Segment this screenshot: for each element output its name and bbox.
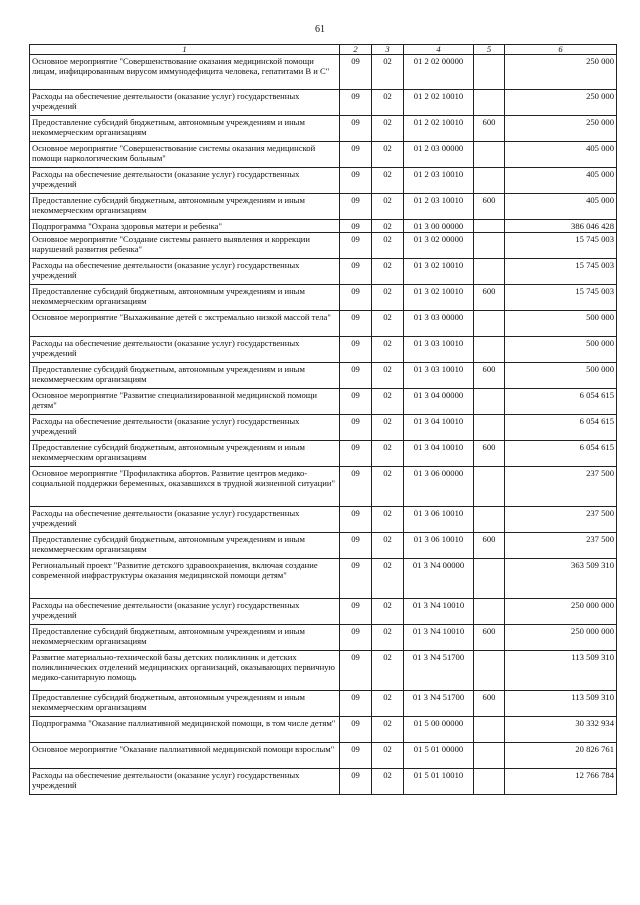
row-section-cell: 09 [340, 389, 372, 415]
table-row [30, 363, 617, 389]
row-amount-cell: 20 826 761 [505, 743, 617, 769]
row-subsection-cell: 02 [372, 90, 404, 116]
row-subsection-cell: 02 [372, 415, 404, 441]
row-section-cell: 09 [340, 559, 372, 599]
row-expense-type-cell: 600 [474, 363, 505, 389]
row-target-article-cell: 01 3 N4 10010 [404, 625, 474, 651]
row-amount-cell: 237 500 [505, 533, 617, 559]
row-amount-cell: 386 046 428 [505, 220, 617, 233]
row-subsection-cell: 02 [372, 625, 404, 651]
table-row [30, 194, 617, 220]
row-subsection-cell: 02 [372, 769, 404, 795]
row-section-cell: 09 [340, 90, 372, 116]
header-cell: 6 [505, 45, 617, 55]
row-section-cell: 09 [340, 507, 372, 533]
row-amount-cell: 30 332 934 [505, 717, 617, 743]
table-row [30, 142, 617, 168]
table-row [30, 337, 617, 363]
row-target-article-cell: 01 2 02 10010 [404, 116, 474, 142]
row-target-article-cell: 01 3 03 10010 [404, 337, 474, 363]
table-row [30, 285, 617, 311]
row-expense-type-cell [474, 311, 505, 337]
row-section-cell: 09 [340, 285, 372, 311]
row-amount-cell: 15 745 003 [505, 233, 617, 259]
row-subsection-cell: 02 [372, 363, 404, 389]
table-row [30, 507, 617, 533]
row-name-cell: Основное мероприятие "Создание системы раннего выявления и коррекции нарушений развития ребенка" [30, 233, 340, 259]
page-number: 61 [315, 24, 325, 35]
row-name-cell: Основное мероприятие "Выхаживание детей с экстремально низкой массой тела" [30, 311, 340, 337]
header-cell: 2 [340, 45, 372, 55]
row-expense-type-cell: 600 [474, 533, 505, 559]
row-expense-type-cell [474, 259, 505, 285]
row-amount-cell: 113 509 310 [505, 691, 617, 717]
row-subsection-cell: 02 [372, 194, 404, 220]
row-section-cell: 09 [340, 337, 372, 363]
row-target-article-cell: 01 3 03 10010 [404, 363, 474, 389]
row-target-article-cell: 01 2 03 10010 [404, 194, 474, 220]
row-section-cell: 09 [340, 467, 372, 507]
row-name-cell: Предоставление субсидий бюджетным, автономным учреждениям и иным некоммерческим организациям [30, 116, 340, 142]
row-section-cell: 09 [340, 168, 372, 194]
row-amount-cell: 237 500 [505, 467, 617, 507]
row-section-cell: 09 [340, 142, 372, 168]
row-expense-type-cell [474, 415, 505, 441]
row-section-cell: 09 [340, 415, 372, 441]
table-row [30, 533, 617, 559]
row-name-cell: Основное мероприятие "Совершенствование оказания медицинской помощи лицам, инфицированным вирусом иммунодефицита человека, гепатитами В и С" [30, 55, 340, 90]
row-target-article-cell: 01 3 N4 10010 [404, 599, 474, 625]
row-amount-cell: 250 000 000 [505, 599, 617, 625]
row-target-article-cell: 01 3 06 10010 [404, 533, 474, 559]
table-row [30, 559, 617, 599]
row-target-article-cell: 01 3 04 10010 [404, 441, 474, 467]
row-amount-cell: 237 500 [505, 507, 617, 533]
row-expense-type-cell [474, 717, 505, 743]
table-row [30, 259, 617, 285]
table-row [30, 743, 617, 769]
row-target-article-cell: 01 3 04 00000 [404, 389, 474, 415]
row-amount-cell: 12 766 784 [505, 769, 617, 795]
row-target-article-cell: 01 2 02 10010 [404, 90, 474, 116]
row-target-article-cell: 01 2 03 10010 [404, 168, 474, 194]
row-target-article-cell: 01 3 N4 51700 [404, 651, 474, 691]
row-section-cell: 09 [340, 311, 372, 337]
row-name-cell: Предоставление субсидий бюджетным, автономным учреждениям и иным некоммерческим организациям [30, 625, 340, 651]
row-name-cell: Предоставление субсидий бюджетным, автономным учреждениям и иным некоммерческим организациям [30, 285, 340, 311]
row-target-article-cell: 01 3 N4 51700 [404, 691, 474, 717]
row-subsection-cell: 02 [372, 259, 404, 285]
row-amount-cell: 6 054 615 [505, 441, 617, 467]
row-amount-cell: 405 000 [505, 194, 617, 220]
row-target-article-cell: 01 3 03 00000 [404, 311, 474, 337]
row-target-article-cell: 01 3 02 10010 [404, 259, 474, 285]
row-amount-cell: 15 745 003 [505, 259, 617, 285]
row-target-article-cell: 01 2 03 00000 [404, 142, 474, 168]
row-amount-cell: 250 000 000 [505, 625, 617, 651]
row-subsection-cell: 02 [372, 168, 404, 194]
row-amount-cell: 250 000 [505, 90, 617, 116]
row-expense-type-cell [474, 90, 505, 116]
row-subsection-cell: 02 [372, 441, 404, 467]
row-subsection-cell: 02 [372, 311, 404, 337]
row-target-article-cell: 01 3 00 00000 [404, 220, 474, 233]
row-amount-cell: 250 000 [505, 55, 617, 90]
row-amount-cell: 113 509 310 [505, 651, 617, 691]
table-row [30, 441, 617, 467]
row-target-article-cell: 01 3 06 00000 [404, 467, 474, 507]
row-subsection-cell: 02 [372, 337, 404, 363]
header-cell: 3 [372, 45, 404, 55]
row-section-cell: 09 [340, 55, 372, 90]
table-row [30, 311, 617, 337]
row-subsection-cell: 02 [372, 116, 404, 142]
row-subsection-cell: 02 [372, 233, 404, 259]
row-expense-type-cell [474, 507, 505, 533]
row-subsection-cell: 02 [372, 717, 404, 743]
row-subsection-cell: 02 [372, 507, 404, 533]
row-amount-cell: 6 054 615 [505, 389, 617, 415]
row-expense-type-cell [474, 559, 505, 599]
row-amount-cell: 250 000 [505, 116, 617, 142]
table-row [30, 220, 617, 233]
budget-table [29, 44, 617, 795]
row-amount-cell: 15 745 003 [505, 285, 617, 311]
row-name-cell: Расходы на обеспечение деятельности (оказание услуг) государственных учреждений [30, 599, 340, 625]
row-section-cell: 09 [340, 194, 372, 220]
row-expense-type-cell [474, 389, 505, 415]
row-expense-type-cell: 600 [474, 691, 505, 717]
row-expense-type-cell: 600 [474, 194, 505, 220]
header-cell: 1 [30, 45, 340, 55]
row-target-article-cell: 01 3 02 00000 [404, 233, 474, 259]
table-row [30, 233, 617, 259]
row-name-cell: Предоставление субсидий бюджетным, автономным учреждениям и иным некоммерческим организациям [30, 533, 340, 559]
row-expense-type-cell [474, 142, 505, 168]
row-name-cell: Расходы на обеспечение деятельности (оказание услуг) государственных учреждений [30, 337, 340, 363]
row-name-cell: Расходы на обеспечение деятельности (оказание услуг) государственных учреждений [30, 415, 340, 441]
row-expense-type-cell: 600 [474, 625, 505, 651]
table-row [30, 168, 617, 194]
row-amount-cell: 405 000 [505, 168, 617, 194]
table-row [30, 769, 617, 795]
table-row [30, 717, 617, 743]
row-name-cell: Расходы на обеспечение деятельности (оказание услуг) государственных учреждений [30, 507, 340, 533]
row-name-cell: Региональный проект "Развитие детского здравоохранения, включая создание современной инфраструктуры оказания медицинской помощи детям" [30, 559, 340, 599]
row-subsection-cell: 02 [372, 651, 404, 691]
row-subsection-cell: 02 [372, 559, 404, 599]
row-expense-type-cell [474, 743, 505, 769]
row-name-cell: Предоставление субсидий бюджетным, автономным учреждениям и иным некоммерческим организациям [30, 194, 340, 220]
row-section-cell: 09 [340, 363, 372, 389]
row-name-cell: Основное мероприятие "Профилактика абортов. Развитие центров медико-социальной поддержки беременных, оказавшихся в трудной жизненной ситуации" [30, 467, 340, 507]
row-section-cell: 09 [340, 533, 372, 559]
row-name-cell: Подпрограмма "Оказание паллиативной медицинской помощи, в том числе детям" [30, 717, 340, 743]
row-expense-type-cell [474, 467, 505, 507]
row-subsection-cell: 02 [372, 533, 404, 559]
row-section-cell: 09 [340, 743, 372, 769]
row-target-article-cell: 01 5 01 00000 [404, 743, 474, 769]
row-subsection-cell: 02 [372, 599, 404, 625]
row-expense-type-cell [474, 55, 505, 90]
row-name-cell: Основное мероприятие "Совершенствование системы оказания медицинской помощи наркологическим больным" [30, 142, 340, 168]
row-amount-cell: 500 000 [505, 337, 617, 363]
row-expense-type-cell [474, 337, 505, 363]
row-amount-cell: 500 000 [505, 311, 617, 337]
row-amount-cell: 363 509 310 [505, 559, 617, 599]
table-row [30, 625, 617, 651]
header-cell: 5 [474, 45, 505, 55]
header-row [30, 45, 617, 55]
row-name-cell: Основное мероприятие "Оказание паллиативной медицинской помощи взрослым" [30, 743, 340, 769]
row-target-article-cell: 01 3 N4 00000 [404, 559, 474, 599]
row-amount-cell: 500 000 [505, 363, 617, 389]
row-name-cell: Расходы на обеспечение деятельности (оказание услуг) государственных учреждений [30, 769, 340, 795]
row-subsection-cell: 02 [372, 743, 404, 769]
row-subsection-cell: 02 [372, 389, 404, 415]
table-row [30, 90, 617, 116]
row-expense-type-cell [474, 599, 505, 625]
row-section-cell: 09 [340, 233, 372, 259]
row-expense-type-cell [474, 769, 505, 795]
row-target-article-cell: 01 3 04 10010 [404, 415, 474, 441]
row-section-cell: 09 [340, 717, 372, 743]
row-target-article-cell: 01 2 02 00000 [404, 55, 474, 90]
row-section-cell: 09 [340, 599, 372, 625]
table-row [30, 467, 617, 507]
row-name-cell: Развитие материально-технической базы детских поликлиник и детских поликлинических отделений медицинских организаций, оказывающих первичную медико-санитарную помощь [30, 651, 340, 691]
table-row [30, 599, 617, 625]
table-row [30, 651, 617, 691]
row-subsection-cell: 02 [372, 142, 404, 168]
row-section-cell: 09 [340, 691, 372, 717]
row-name-cell: Подпрограмма "Охрана здоровья матери и ребенка" [30, 220, 340, 233]
row-section-cell: 09 [340, 441, 372, 467]
header-cell: 4 [404, 45, 474, 55]
row-amount-cell: 6 054 615 [505, 415, 617, 441]
row-target-article-cell: 01 3 06 10010 [404, 507, 474, 533]
row-target-article-cell: 01 3 02 10010 [404, 285, 474, 311]
row-subsection-cell: 02 [372, 55, 404, 90]
row-section-cell: 09 [340, 769, 372, 795]
table-row [30, 415, 617, 441]
row-subsection-cell: 02 [372, 691, 404, 717]
row-name-cell: Расходы на обеспечение деятельности (оказание услуг) государственных учреждений [30, 259, 340, 285]
row-name-cell: Предоставление субсидий бюджетным, автономным учреждениям и иным некоммерческим организациям [30, 691, 340, 717]
row-target-article-cell: 01 5 01 10010 [404, 769, 474, 795]
row-expense-type-cell [474, 233, 505, 259]
row-section-cell: 09 [340, 259, 372, 285]
row-name-cell: Основное мероприятие "Развитие специализированной медицинской помощи детям" [30, 389, 340, 415]
row-expense-type-cell [474, 220, 505, 233]
row-amount-cell: 405 000 [505, 142, 617, 168]
row-name-cell: Предоставление субсидий бюджетным, автономным учреждениям и иным некоммерческим организациям [30, 363, 340, 389]
row-expense-type-cell: 600 [474, 285, 505, 311]
table-row [30, 389, 617, 415]
table-row [30, 116, 617, 142]
row-section-cell: 09 [340, 651, 372, 691]
row-expense-type-cell: 600 [474, 116, 505, 142]
row-expense-type-cell: 600 [474, 441, 505, 467]
row-name-cell: Расходы на обеспечение деятельности (оказание услуг) государственных учреждений [30, 90, 340, 116]
row-section-cell: 09 [340, 116, 372, 142]
row-expense-type-cell [474, 168, 505, 194]
row-target-article-cell: 01 5 00 00000 [404, 717, 474, 743]
row-name-cell: Предоставление субсидий бюджетным, автономным учреждениям и иным некоммерческим организациям [30, 441, 340, 467]
row-name-cell: Расходы на обеспечение деятельности (оказание услуг) государственных учреждений [30, 168, 340, 194]
row-subsection-cell: 02 [372, 220, 404, 233]
row-subsection-cell: 02 [372, 285, 404, 311]
row-expense-type-cell [474, 651, 505, 691]
row-section-cell: 09 [340, 625, 372, 651]
table-row [30, 691, 617, 717]
table-row [30, 55, 617, 90]
row-subsection-cell: 02 [372, 467, 404, 507]
row-section-cell: 09 [340, 220, 372, 233]
